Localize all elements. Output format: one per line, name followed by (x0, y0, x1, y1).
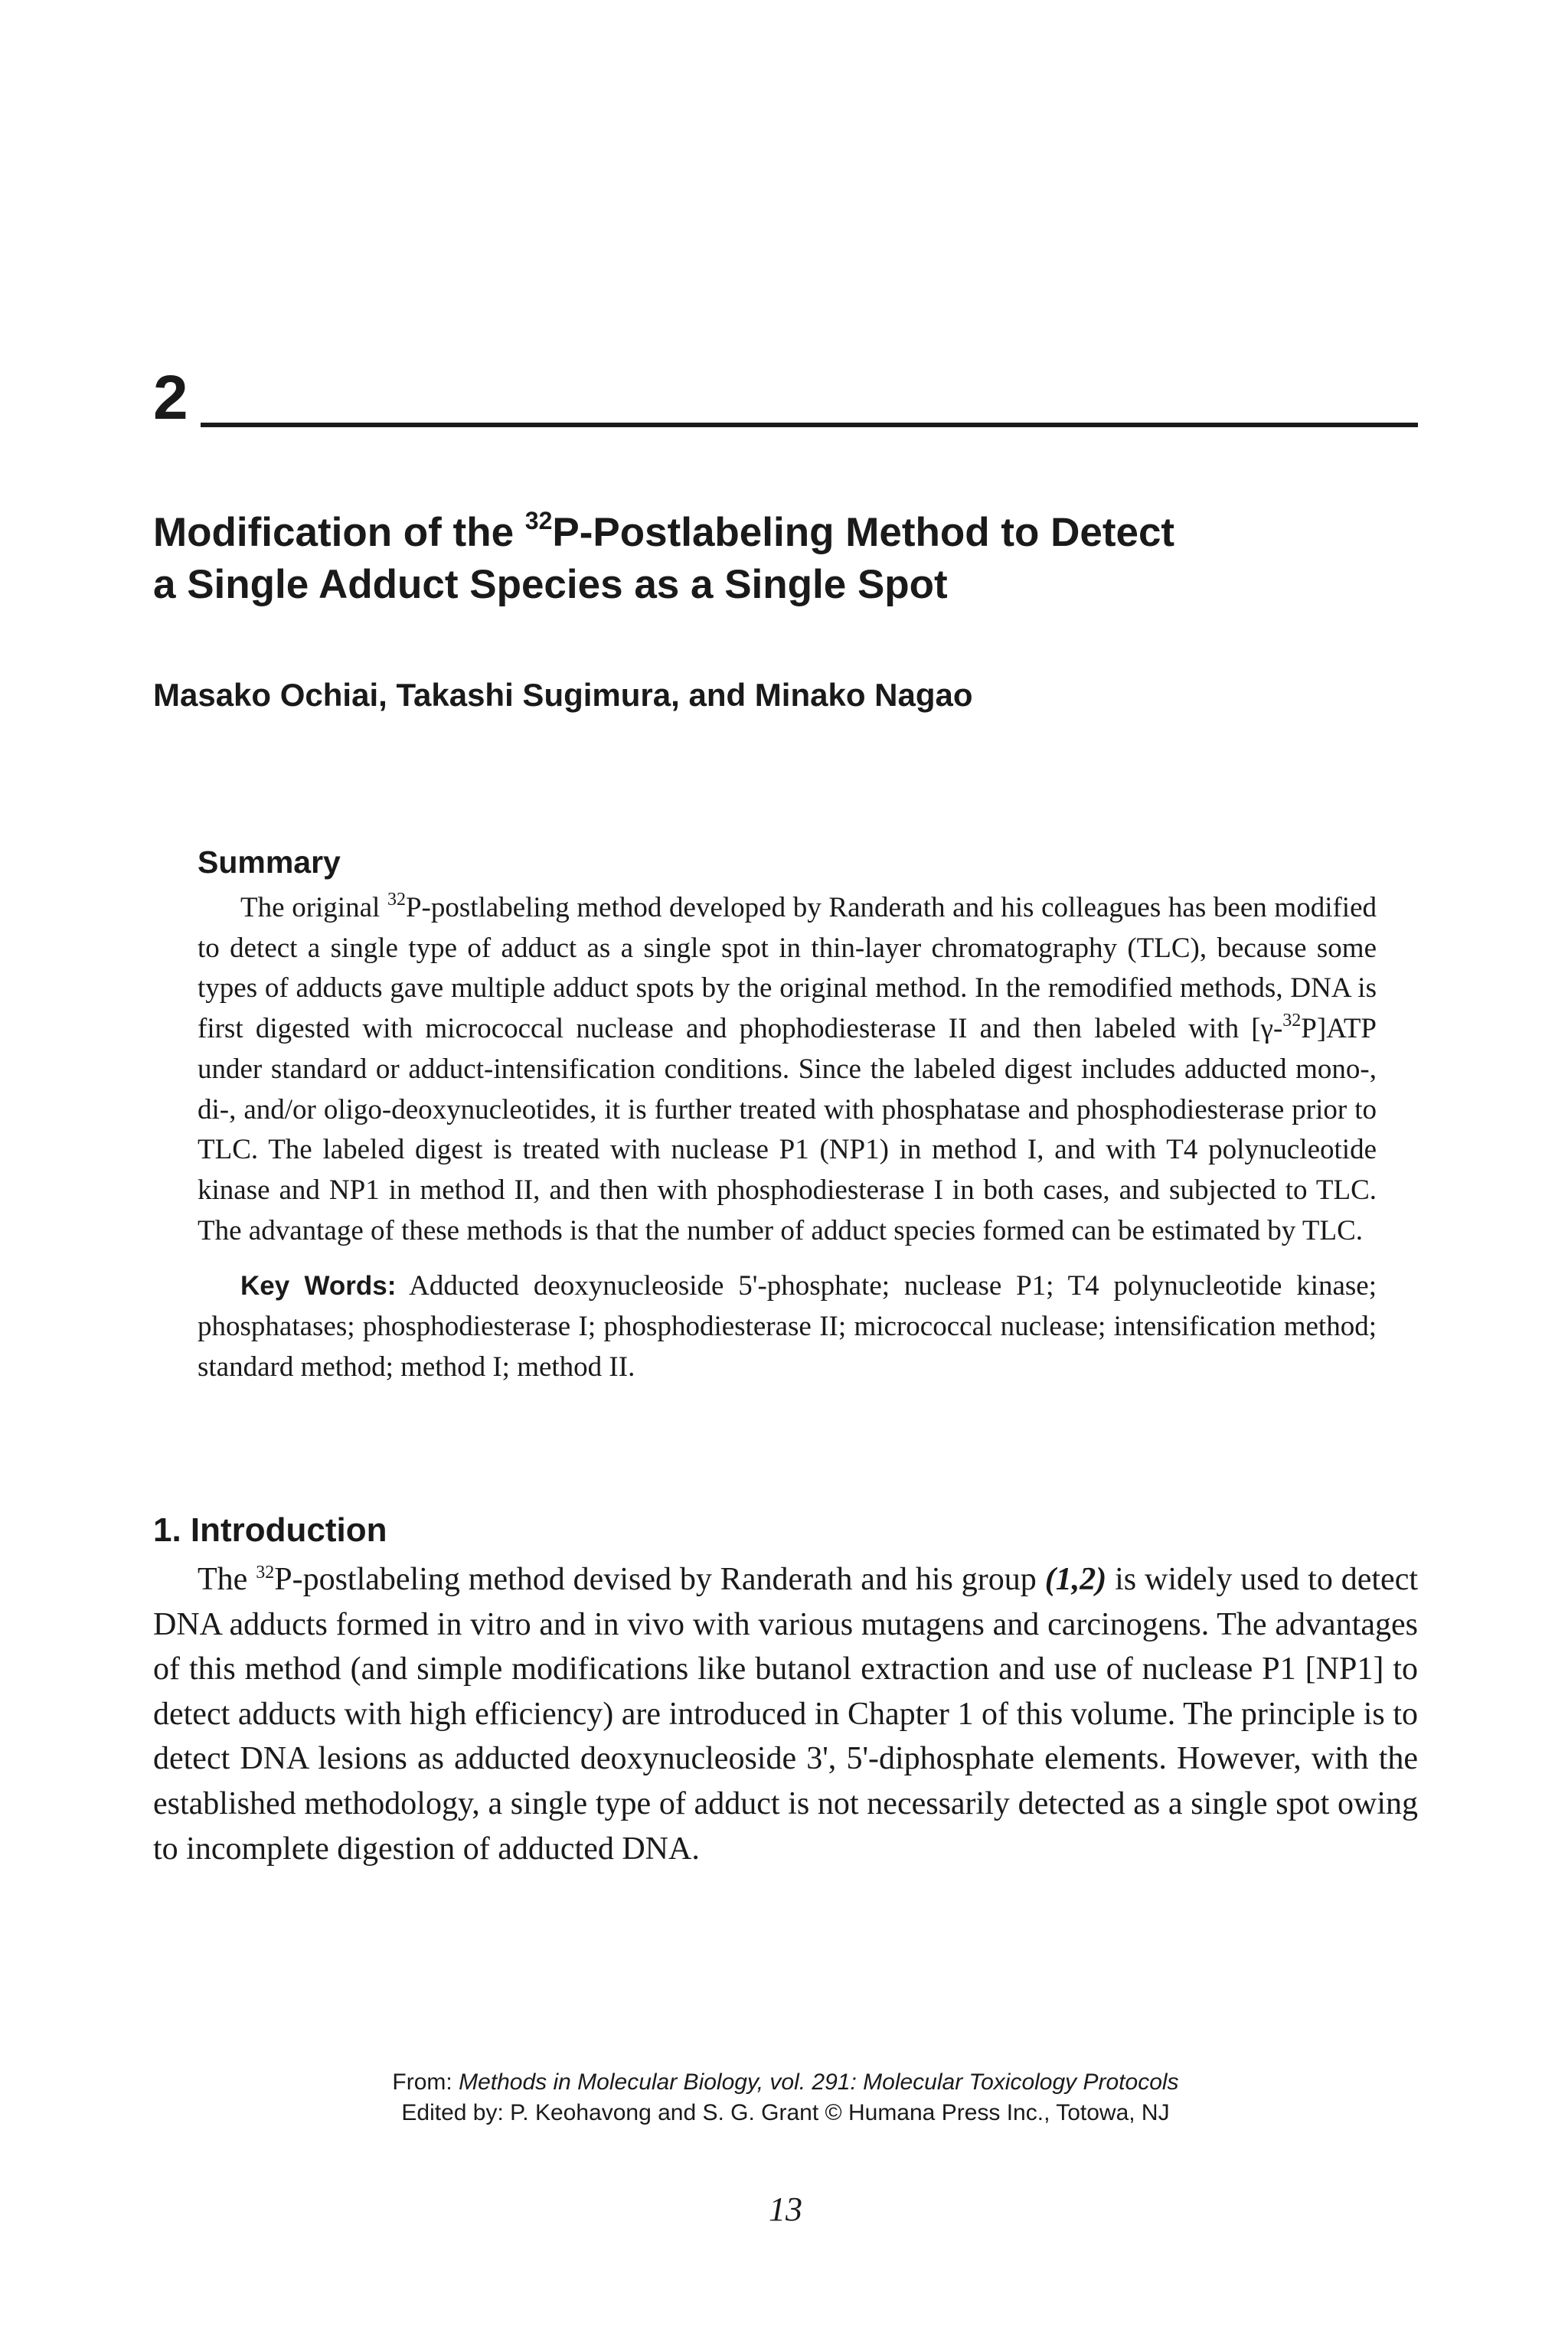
title-superscript: 32 (524, 507, 553, 534)
summary-text-c: P]ATP under standard or adduct-intensification conditions. Since the labeled digest includes adducted mono-, di-, and/or oligo-deoxynucleotides, it is further treated with phosphatase and phosphodiesterase prior to TLC. The labeled digest is treated with nuclease P1 (NP1) in method I, and with T4 polynucleotide kinase and NP1 in method II, and then with phosphodiesterase I in both cases, and subjected to TLC. The advantage of these methods is that the number of adduct species formed can be estimated by TLC. (198, 1013, 1377, 1246)
keywords-label: Key Words: (240, 1271, 397, 1302)
footer-from-label: From: (392, 2069, 459, 2095)
intro-text-a: The (198, 1562, 256, 1597)
summary-sup-2: 32 (1282, 1011, 1302, 1031)
chapter-header (153, 360, 1418, 436)
summary-text-a: The original (240, 892, 387, 923)
intro-text-b: P-postlabeling method devised by Randerath and his group (274, 1562, 1045, 1597)
summary-sup-1: 32 (387, 890, 406, 910)
authors: Masako Ochiai, Takashi Sugimura, and Minako Nagao (153, 677, 973, 713)
introduction-paragraph (153, 1557, 1418, 1871)
footer-edited: Edited by: P. Keohavong and S. G. Grant © Humana Press Inc., Totowa, NJ (401, 2100, 1170, 2125)
footer-source: Methods in Molecular Biology, vol. 291: Molecular Toxicology Protocols (459, 2069, 1179, 2095)
footer-note (153, 2067, 1418, 2128)
chapter-number: 2 (153, 363, 188, 433)
summary-text-b: P-postlabeling method developed by Randerath and his colleagues has been modified to detect a single type of adduct as a single spot in thin-layer chromatography (TLC), because some types of adducts gave multiple adduct spots by the original method. In the remodified methods, DNA is first digested with micrococcal nuclease and phophodiesterase II and then labeled with [γ- (198, 892, 1377, 1045)
title-line2: a Single Adduct Species as a Single Spot (153, 562, 948, 607)
chapter-title (153, 507, 1418, 611)
intro-citation: (1,2) (1044, 1562, 1107, 1597)
keywords-paragraph (198, 1266, 1377, 1387)
intro-sup: 32 (256, 1563, 275, 1583)
title-part2: P-Postlabeling Method to Detect (552, 510, 1175, 555)
introduction-section (153, 1508, 1418, 1871)
summary-heading: Summary (198, 844, 341, 880)
keywords-text: Adducted deoxynucleoside 5'-phosphate; nuclease P1; T4 polynucleotide kinase; phosphatases; phosphodiesterase I; phosphodiesterase II; micrococcal nuclease; intensification method; standard method; method I; method II. (198, 1270, 1377, 1383)
introduction-heading: 1. Introduction (153, 1511, 387, 1549)
summary-paragraph (198, 888, 1377, 1251)
title-part1: Modification of the (153, 510, 525, 555)
summary-section (198, 842, 1377, 1387)
page-number: 13 (769, 2190, 802, 2228)
chapter-rule (201, 423, 1418, 427)
intro-text-c: is widely used to detect DNA adducts formed in vitro and in vivo with various mutagens and carcinogens. The advantages of this method (and simple modifications like butanol extraction and use of nuclease P1 [NP1] to detect adducts with high efficiency) are introduced in Chapter 1 of this volume. The principle is to detect DNA lesions as adducted deoxynucleoside 3', 5'-diphosphate elements. However, with the established methodology, a single type of adduct is not necessarily detected as a single spot owing to incomplete digestion of adducted DNA. (153, 1562, 1418, 1867)
